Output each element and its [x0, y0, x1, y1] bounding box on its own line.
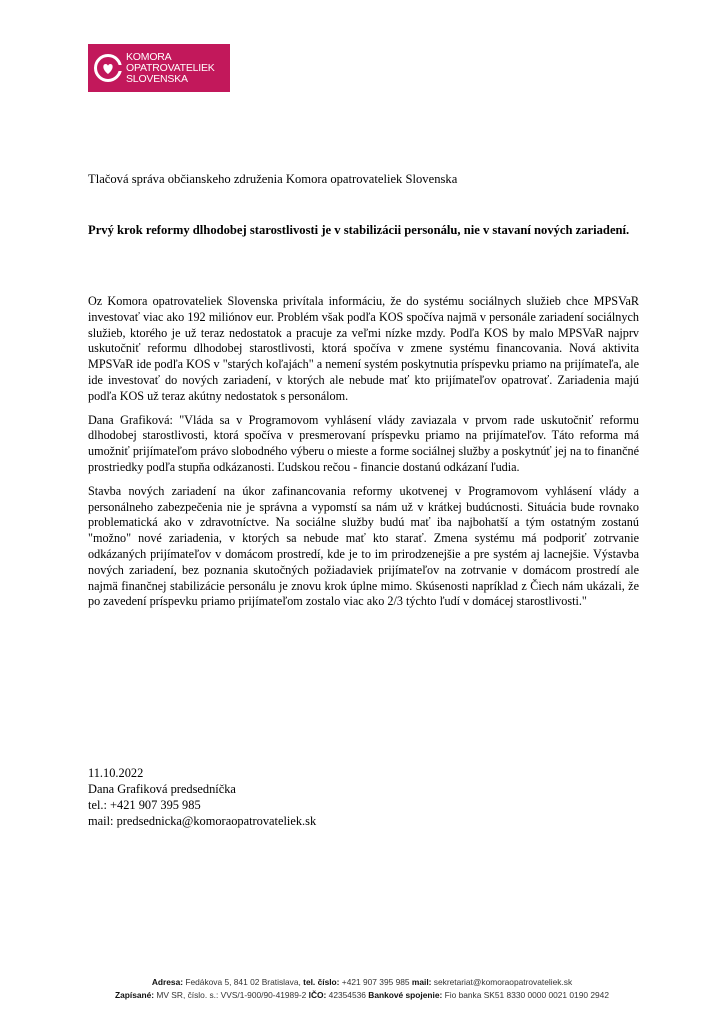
tel-label: tel. číslo:: [303, 977, 340, 987]
paragraph-1: Oz Komora opatrovateliek Slovenska privítala informáciu, že do systému sociálnych služieb chce MPSVaR investovať viac ako 192 miliónov eur. Problém však podľa KOS spočíva najmä v personále zariadení sociálnych služieb, ktorého je už teraz nedostatok a pracuje za veľmi nízke mzdy. Podľa KOS by malo MPSVaR najprv uskutočniť reformu dlhodobej starostlivosti, ktorá spočíva v zmene systému financovania. Nová aktivita MPSVaR ide podľa KOS v "starých koľajách" a nemení systém poskytnutia príspevku priamo na prijímateľa, ale ide investovať do nových zariadení, v ktorých ale nebude mať kto prijímateľov opatrovať. Zariadenia majú podľa KOS už teraz akútny nedostatok s personálom.: [88, 294, 639, 403]
footer-line-1: [0, 976, 724, 989]
registered-label: Zapísané:: [114, 989, 155, 1000]
registered-value: MV SR, číslo. s.: VVS/1-900/90-41989-2: [156, 989, 307, 1000]
bank-value: Fio banka SK51 8330 0000 0021 0190 2942: [444, 989, 609, 1000]
address-label: Adresa:: [151, 977, 184, 987]
signatory-phone: tel.: +421 907 395 985: [88, 798, 201, 812]
heart-hand-icon: [93, 53, 123, 83]
logo-line-2: OPATROVATELIEK: [126, 61, 215, 74]
signatory-email: mail: predsednicka@komoraopatrovateliek.sk: [88, 814, 317, 828]
mail-label: mail:: [411, 977, 432, 987]
paragraph-2: Dana Grafiková: "Vláda sa v Programovom vyhlásení vlády zaviazala v prvom rade uskutočniť reformu dlhodobej starostlivosti, ktorá spočíva v presmerovaní príspevku priamo na prijímateľov. Táto reforma má umožniť prijímateľom právo slobodného výberu o mieste a forme sociálnej služby a poskytnúť jej na to finančné prostriedky podľa stupňa odkázanosti. Ľudskou rečou - financie dostanú odkázaní ľudia.: [88, 412, 639, 474]
address-value: Fedákova 5, 841 02 Bratislava,: [185, 977, 301, 987]
paragraph-3: Stavba nových zariadení na úkor zafinancovania reformy ukotvenej v Programovom vyhlásení vlády a personálneho zabezpečenia nie je správna a vypomstí sa nám už v krátkej budúcnosti. Situácia bude rovnako problematická ako v zdravotníctve. Na sociálne služby budú mať iba najbohatší a tým ostatným zostanú "možno" nové zariadenia, v ktorých sa nebude mať kto starať. Zmena systému má podporiť zotrvanie odkázaných prijímateľov v domácom prostredí, kde je to im prirodzenejšie a pre systém aj lacnejšie. Výstavba nových zariadení, bez poznania skutočných požiadaviek prijímateľov na zotrvanie v domácom prostredí ale najmä finančnej stabilizácie personálu je znovu krok úplne mimo. Skúsenosti napríklad z Čiech nám ukázali, že po zavedení príspevku priamo prijímateľom zostalo viac ako 2/3 týchto ľudí v domácej starostlivosti.": [88, 483, 639, 609]
logo-text: [126, 52, 215, 85]
organization-logo: [88, 44, 230, 92]
bank-label: Bankové spojenie:: [368, 989, 443, 1000]
signature-block: [88, 765, 316, 829]
ico-label: IČO:: [308, 989, 327, 1000]
signatory-name: Dana Grafiková predsedníčka: [88, 782, 236, 796]
footer: [0, 976, 724, 1001]
mail-value: sekretariat@komoraopatrovateliek.sk: [433, 977, 573, 987]
article-body: [88, 294, 639, 618]
ico-value: 42354536: [328, 989, 366, 1000]
tel-value: +421 907 395 985: [341, 977, 410, 987]
logo-line-1: KOMORA: [126, 50, 172, 63]
logo-line-3: SLOVENSKA: [126, 72, 188, 85]
date: 11.10.2022: [88, 766, 144, 780]
press-release-intro: Tlačová správa občianskeho združenia Komora opatrovateliek Slovenska: [88, 172, 458, 186]
headline: Prvý krok reformy dlhodobej starostlivosti je v stabilizácii personálu, nie v stavaní nových zariadení.: [88, 223, 630, 237]
footer-line-2: [0, 989, 724, 1002]
